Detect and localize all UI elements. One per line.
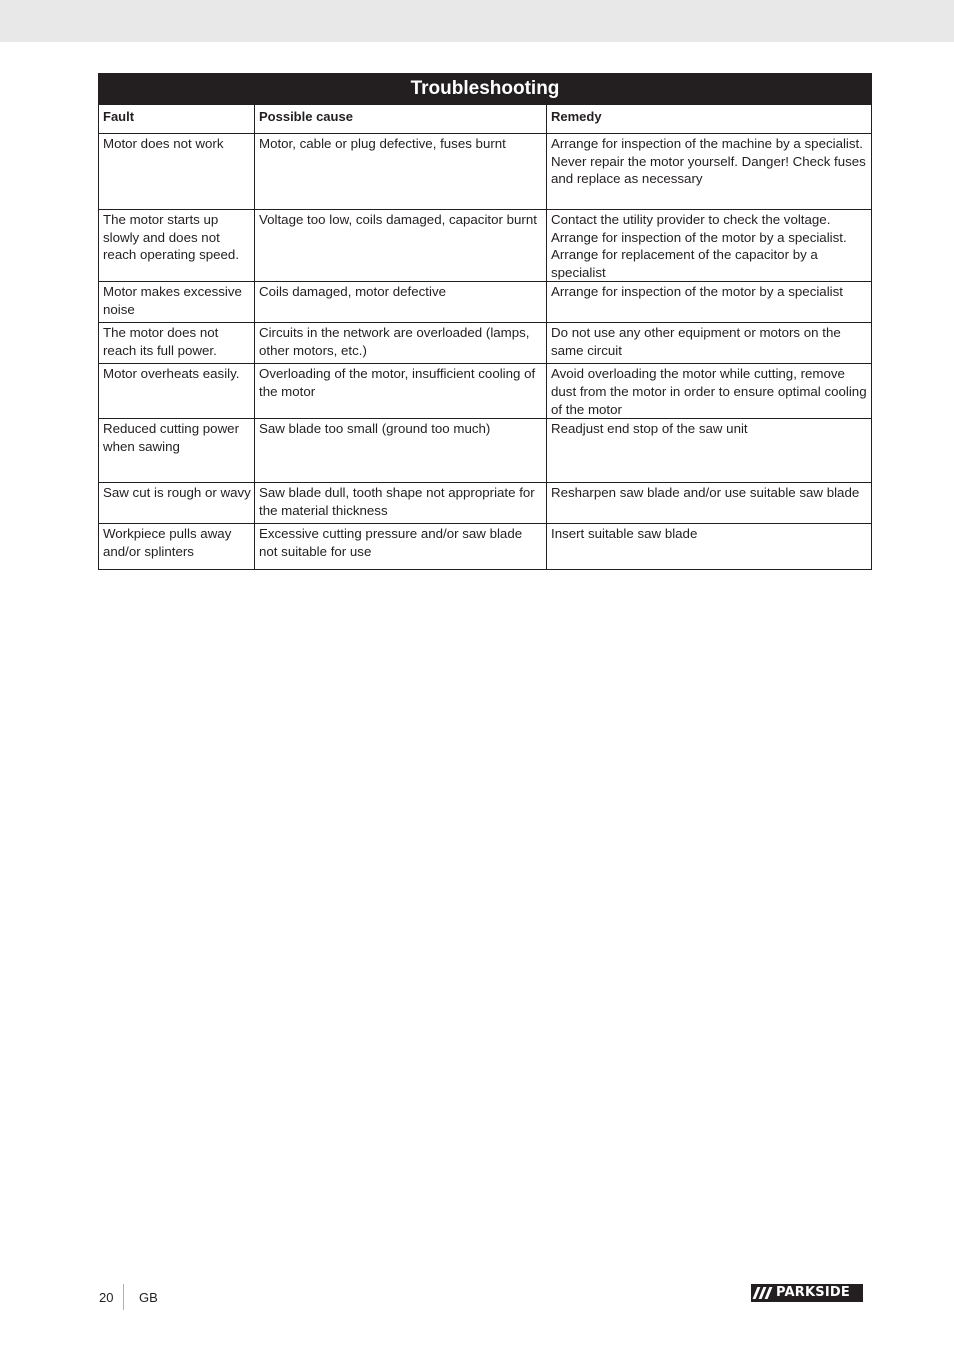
cause-cell: Excessive cutting pressure and/or saw blade not suitable for use xyxy=(255,524,547,570)
table-row xyxy=(99,323,872,364)
cause-cell: Motor, cable or plug defective, fuses burnt xyxy=(255,134,547,210)
remedy-cell: Arrange for inspection of the motor by a specialist xyxy=(547,282,872,323)
cause-cell: Circuits in the network are overloaded (lamps, other motors, etc.) xyxy=(255,323,547,364)
brand-name: PARKSIDE xyxy=(776,1285,850,1300)
cause-cell: Coils damaged, motor defective xyxy=(255,282,547,323)
remedy-cell: Arrange for inspection of the machine by a specialist. Never repair the motor yourself. Danger! Check fuses and replace as necessary xyxy=(547,134,872,210)
column-header-possible-cause: Possible cause xyxy=(255,105,547,134)
remedy-cell: Contact the utility provider to check the voltage. Arrange for inspection of the motor by a specialist. Arrange for replacement of the capacitor by a specialist xyxy=(547,210,872,282)
table-row xyxy=(99,483,872,524)
table-row xyxy=(99,419,872,483)
remedy-cell: Do not use any other equipment or motors on the same circuit xyxy=(547,323,872,364)
table-row xyxy=(99,210,872,282)
remedy-cell: Readjust end stop of the saw unit xyxy=(547,419,872,483)
remedy-cell: Resharpen saw blade and/or use suitable saw blade xyxy=(547,483,872,524)
fault-cell: Motor makes excessive noise xyxy=(99,282,255,323)
column-header-remedy: Remedy xyxy=(547,105,872,134)
fault-cell: Motor overheats easily. xyxy=(99,364,255,419)
table-row xyxy=(99,282,872,323)
fault-cell: Workpiece pulls away and/or splinters xyxy=(99,524,255,570)
fault-cell: The motor does not reach its full power. xyxy=(99,323,255,364)
fault-cell: Motor does not work xyxy=(99,134,255,210)
remedy-cell: Insert suitable saw blade xyxy=(547,524,872,570)
fault-cell: Reduced cutting power when sawing xyxy=(99,419,255,483)
cause-cell: Overloading of the motor, insufficient cooling of the motor xyxy=(255,364,547,419)
parkside-logo xyxy=(751,1284,863,1302)
cause-cell: Voltage too low, coils damaged, capacitor burnt xyxy=(255,210,547,282)
troubleshooting-table xyxy=(98,73,872,570)
footer-divider xyxy=(123,1284,124,1310)
table-title: Troubleshooting xyxy=(99,74,872,105)
page-top-band xyxy=(0,0,954,42)
fault-cell: The motor starts up slowly and does not reach operating speed. xyxy=(99,210,255,282)
cause-cell: Saw blade dull, tooth shape not appropriate for the material thickness xyxy=(255,483,547,524)
table-row xyxy=(99,134,872,210)
cause-cell: Saw blade too small (ground too much) xyxy=(255,419,547,483)
logo-stripes-icon xyxy=(755,1284,773,1302)
remedy-cell: Avoid overloading the motor while cutting, remove dust from the motor in order to ensure optimal cooling of the motor xyxy=(547,364,872,419)
table-row xyxy=(99,524,872,570)
page-number: 20 xyxy=(99,1290,114,1305)
language-code: GB xyxy=(139,1290,158,1305)
fault-cell: Saw cut is rough or wavy xyxy=(99,483,255,524)
column-header-fault: Fault xyxy=(99,105,255,134)
table-row xyxy=(99,364,872,419)
